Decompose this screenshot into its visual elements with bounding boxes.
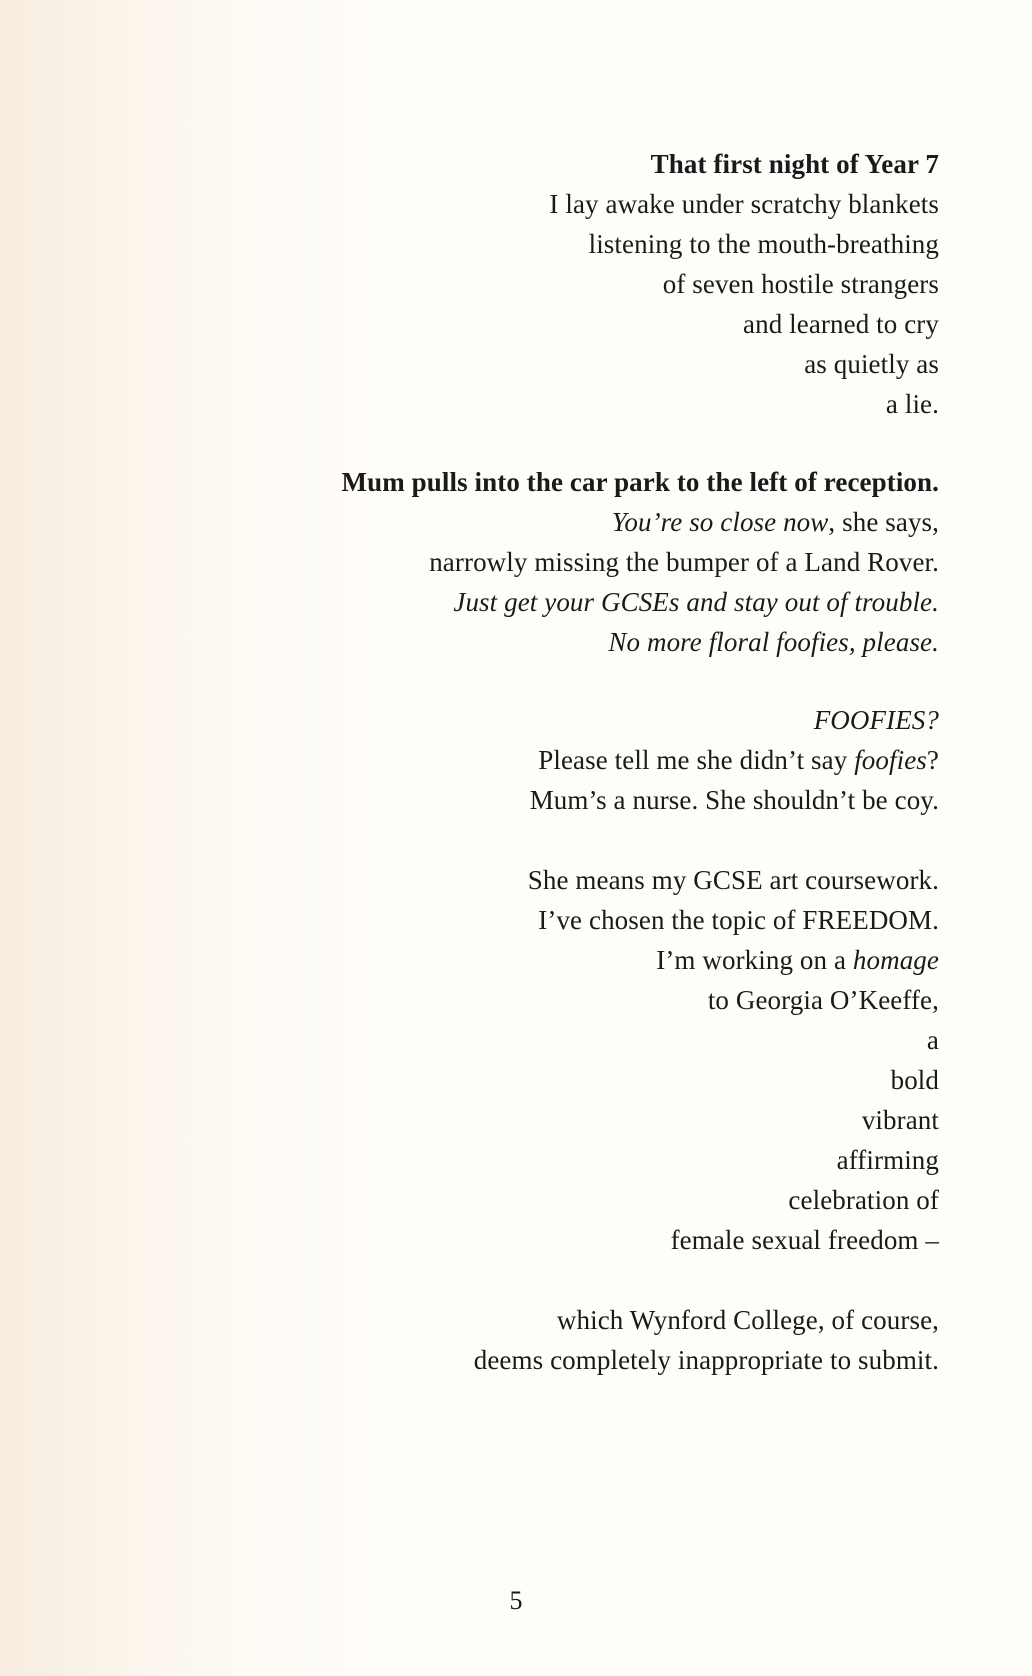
poem-line-italic: homage	[852, 945, 939, 975]
poem-line-text: ?	[926, 745, 939, 775]
poem-line: narrowly missing the bumper of a Land Rover.	[429, 547, 939, 577]
poem-line: Mum’s a nurse. She shouldn’t be coy.	[529, 785, 939, 815]
poem-line: affirming	[836, 1145, 939, 1175]
poem-line: vibrant	[861, 1105, 939, 1135]
poem-line: and learned to cry	[743, 309, 939, 339]
poem-line: FOOFIES?	[813, 705, 939, 735]
poem-line: a lie.	[885, 389, 939, 419]
poem-line: I’ve chosen the topic of FREEDOM.	[538, 905, 939, 935]
poem-line: celebration of	[788, 1185, 939, 1215]
poem-line: of seven hostile strangers	[662, 269, 939, 299]
poem-line-italic: foofies	[854, 745, 927, 775]
poem-line-italic: You’re so close now	[611, 507, 829, 537]
poem-line-text: , she says,	[828, 507, 939, 537]
poem-line: which Wynford College, of course,	[556, 1305, 939, 1335]
poem-line: I lay awake under scratchy blankets	[549, 189, 939, 219]
poem-line: Mum pulls into the car park to the left of reception.	[341, 467, 939, 497]
poem-line: female sexual freedom –	[670, 1225, 939, 1255]
poem-line: Just get your GCSEs and stay out of trouble.	[453, 587, 939, 617]
poem-line: bold	[890, 1065, 939, 1095]
poem-line: deems completely inappropriate to submit.	[473, 1345, 939, 1375]
poem-line: That first night of Year 7	[650, 149, 939, 179]
poem-line: listening to the mouth-breathing	[588, 229, 939, 259]
page-number: 5	[509, 1586, 523, 1615]
poem-line	[656, 942, 939, 978]
poem-line: a	[926, 1025, 939, 1055]
poem-line	[538, 742, 939, 778]
poem-line: No more floral foofies, please.	[608, 627, 939, 657]
poem-line-text: I’m working on a	[656, 945, 853, 975]
poem-line-text: Please tell me she didn’t say	[538, 745, 855, 775]
poem-line	[612, 504, 939, 540]
poem-line: She means my GCSE art coursework.	[527, 865, 939, 895]
poem-line: as quietly as	[804, 349, 939, 379]
poem-line: to Georgia O’Keeffe,	[707, 985, 939, 1015]
